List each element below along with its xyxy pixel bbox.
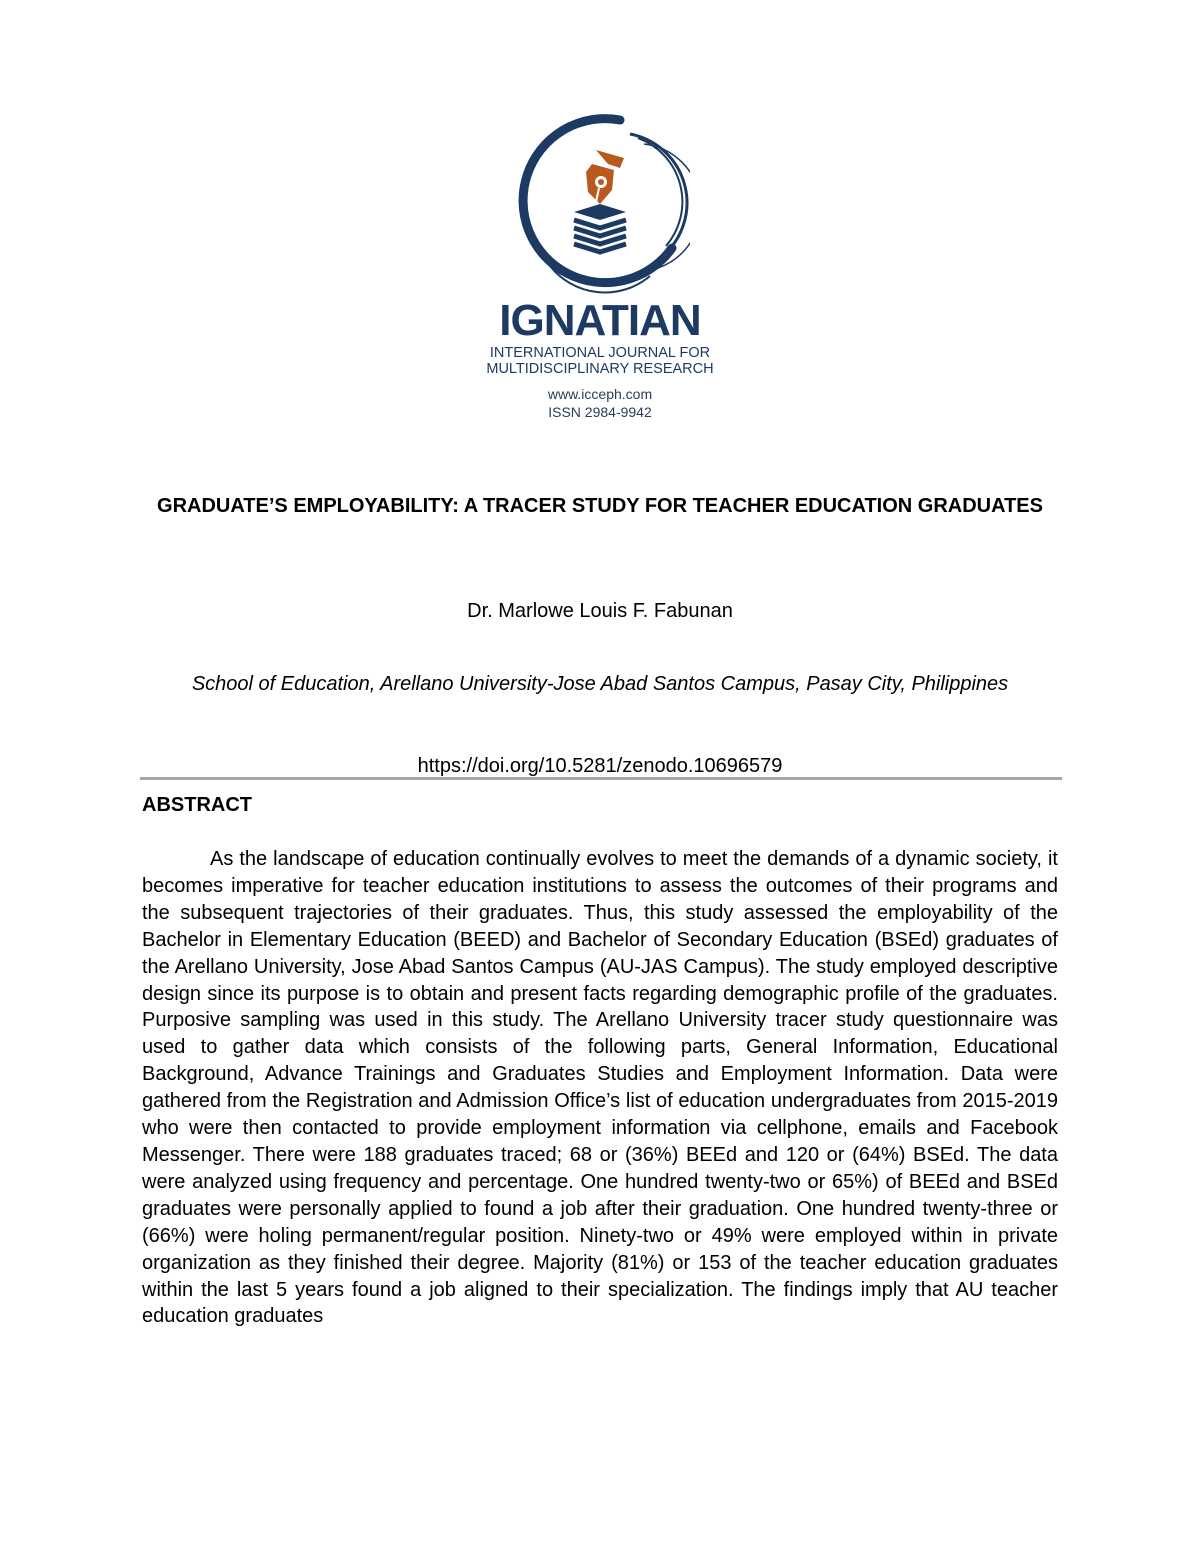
pen-book-logo-icon	[510, 108, 690, 298]
journal-issn: ISSN 2984-9942	[548, 404, 652, 420]
journal-website: www.icceph.com	[547, 386, 653, 402]
paper-title: GRADUATE’S EMPLOYABILITY: A TRACER STUDY FOR TEACHER EDUCATION GRADUATES	[157, 495, 1043, 517]
journal-name: IGNATIAN	[499, 296, 701, 345]
section-divider	[140, 777, 1062, 780]
paper-affiliation: School of Education, Arellano University-Jose Abad Santos Campus, Pasay City, Philippines	[191, 673, 1009, 695]
abstract-body: As the landscape of education continually evolves to meet the demands of a dynamic society, it becomes imperative for teacher education institutions to assess the outcomes of their programs and the subsequent trajectories of their graduates. Thus, this study assessed the employability of the Bachelor in Elementary Education (BEED) and Bachelor of Secondary Education (BSEd) graduates of the Arellano University, Jose Abad Santos Campus (AU-JAS Campus). The study employed descriptive design since its purpose is to obtain and present facts regarding demographic profile of the graduates. Purposive sampling was used in this study. The Arellano University tracer study questionnaire was used to gather data which consists of the following parts, General Information, Educational Background, Advance Trainings and Graduates Studies and Employment Information. Data were gathered from the Registration and Admission Office’s list of education undergraduates from 2015-2019 who were then contacted to provide employment information via cellphone, emails and Facebook Messenger. There were 188 graduates traced; 68 or (36%) BEEd and 120 or (64%) BSEd. The data were analyzed using frequency and percentage. One hundred twenty-two or 65%) of BEEd and BSEd graduates were personally applied to found a job after their graduation. One hundred twenty-three or (66%) were holing permanent/regular position. Ninety-two or 49% were employed within in private organization as they finished their degree. Majority (81%) or 153 of the teacher education graduates within the last 5 years found a job aligned to their specialization. The findings imply that AU teacher education graduates	[142, 848, 1058, 1328]
journal-subtitle-line2: MULTIDISCIPLINARY RESEARCH	[486, 361, 714, 377]
paper-author: Dr. Marlowe Louis F. Fabunan	[467, 600, 733, 622]
journal-logo	[510, 108, 690, 298]
abstract-heading: ABSTRACT	[142, 794, 252, 816]
paper-doi-link[interactable]: https://doi.org/10.5281/zenodo.10696579	[417, 755, 783, 777]
journal-subtitle-line1: INTERNATIONAL JOURNAL FOR	[489, 345, 711, 361]
